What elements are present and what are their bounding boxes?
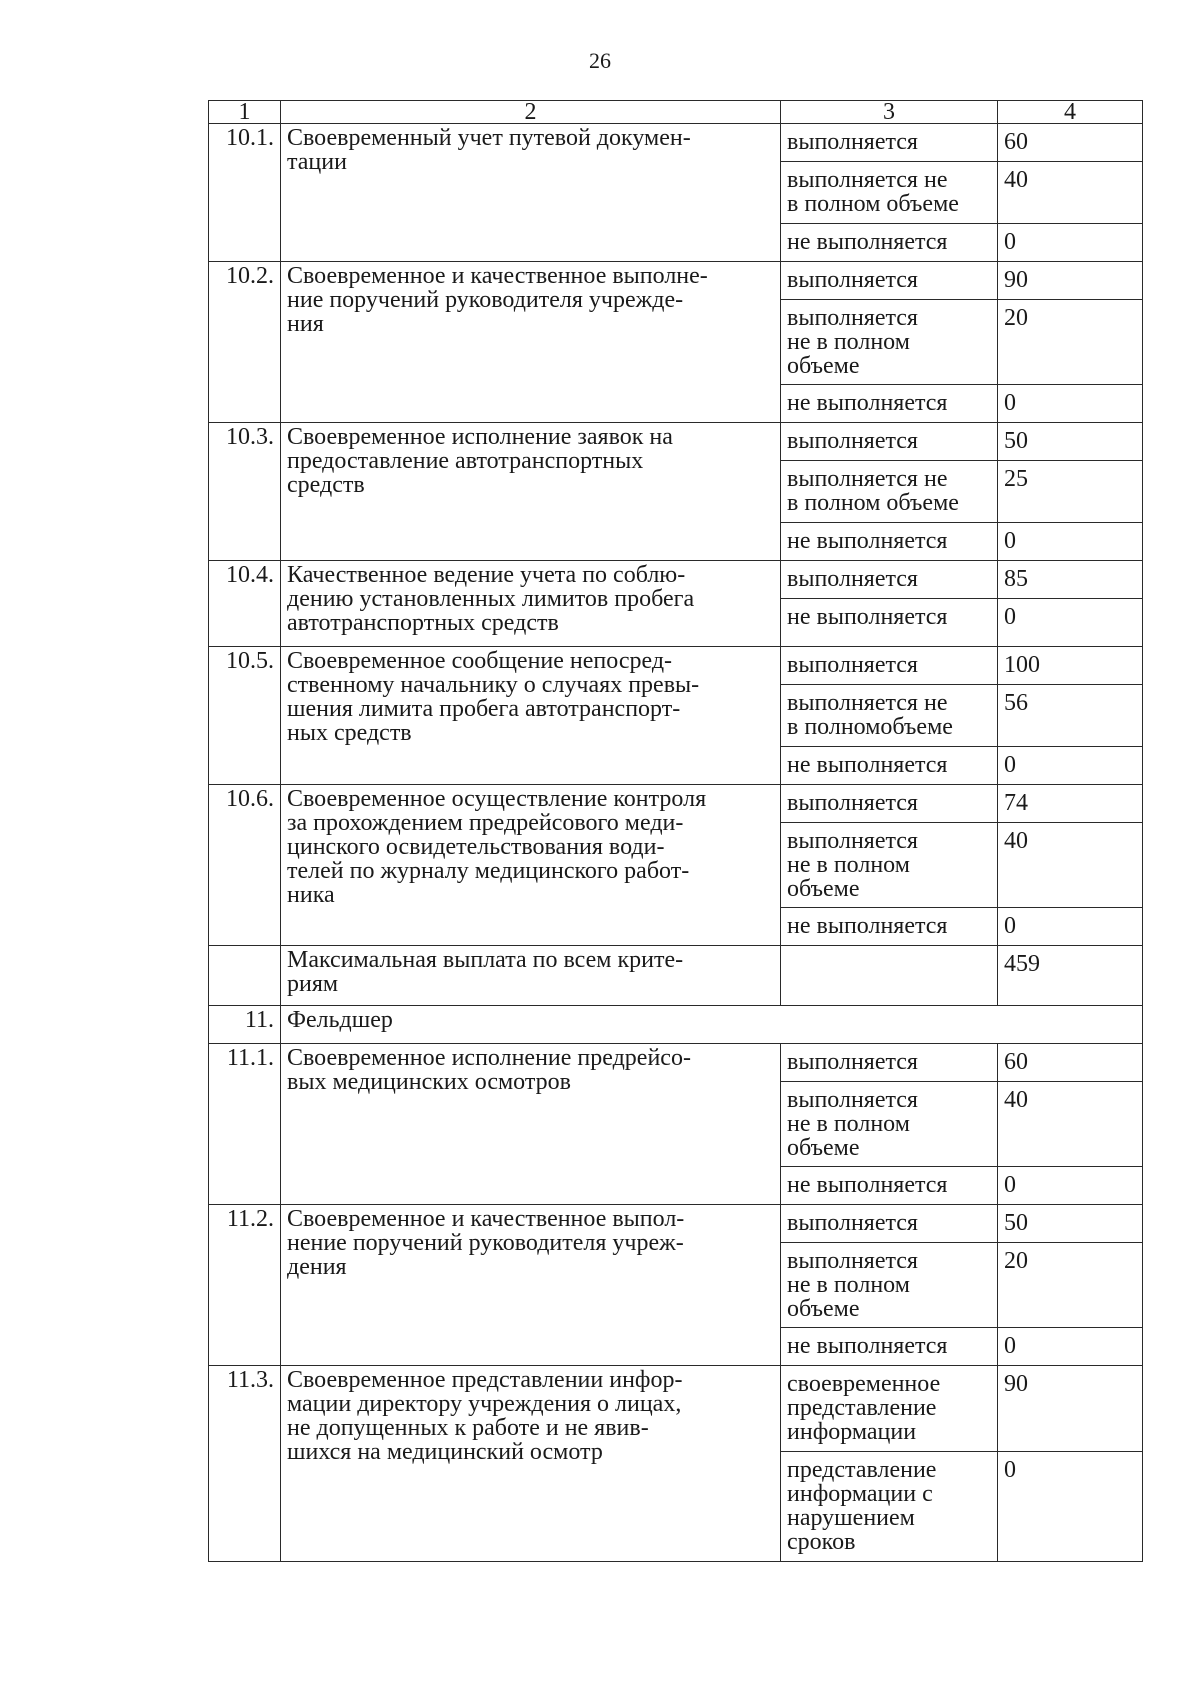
criterion-row [209,1044,1143,1082]
score-cell: 100 [998,647,1143,685]
status-cell: выполняется [781,423,998,461]
section-number: 11. [209,1006,281,1044]
status-cell: не выполняется [781,1328,998,1366]
score-cell: 0 [998,1452,1143,1562]
page-number: 26 [589,48,611,73]
status-cell: не выполняется [781,599,998,647]
status-cell [781,946,998,1006]
score-cell: 0 [998,599,1143,647]
score-cell: 0 [998,385,1143,423]
status-cell: не выполняется [781,1167,998,1205]
status-cell: не выполняется [781,908,998,946]
criterion-number: 10.2. [209,262,281,423]
criterion-row [209,1366,1143,1452]
status-cell: представление информации с нарушением сроков [781,1452,998,1562]
criterion-number: 11.3. [209,1366,281,1562]
header-col-3: 3 [781,101,998,124]
criterion-text: Своевременное и качественное выполне- ние поручений руководителя учрежде- ния [281,262,781,423]
score-cell: 50 [998,423,1143,461]
score-cell: 0 [998,1328,1143,1366]
criterion-number: 10.5. [209,647,281,785]
section-title: Фельдшер [281,1006,1143,1044]
status-cell: выполняется [781,561,998,599]
score-cell: 0 [998,747,1143,785]
criterion-number: 10.3. [209,423,281,561]
status-cell: выполняется не в полномобъеме [781,685,998,747]
criterion-row [209,124,1143,162]
score-cell: 74 [998,785,1143,823]
header-row [209,101,1143,124]
score-cell: 40 [998,162,1143,224]
score-cell: 20 [998,1243,1143,1328]
criterion-text: Своевременное исполнение предрейсо- вых медицинских осмотров [281,1044,781,1205]
criterion-row [209,785,1143,823]
score-cell: 0 [998,523,1143,561]
section-title-row [209,1006,1143,1044]
score-cell: 459 [998,946,1143,1006]
status-cell: выполняется [781,647,998,685]
status-cell: выполняется не в полном объеме [781,823,998,908]
criterion-number [209,946,281,1006]
criterion-row [209,1205,1143,1243]
header-col-1: 1 [209,101,281,124]
criterion-number: 10.4. [209,561,281,647]
score-cell: 85 [998,561,1143,599]
criteria-table [208,100,1143,1562]
score-cell: 40 [998,1082,1143,1167]
score-cell: 60 [998,124,1143,162]
criterion-text: Качественное ведение учета по соблю- дению установленных лимитов пробега автотранспортных средств [281,561,781,647]
criterion-text: Максимальная выплата по всем крите- риям [281,946,781,1006]
score-cell: 56 [998,685,1143,747]
criterion-number: 10.6. [209,785,281,946]
status-cell: выполняется не в полном объеме [781,1082,998,1167]
score-cell: 60 [998,1044,1143,1082]
criterion-number: 11.1. [209,1044,281,1205]
status-cell: выполняется не в полном объеме [781,300,998,385]
score-cell: 90 [998,1366,1143,1452]
status-cell: своевременное представление информации [781,1366,998,1452]
criterion-text: Своевременное сообщение непосред- ственному начальнику о случаях превы- шения лимита пробега автотранспорт- ных средств [281,647,781,785]
criterion-text: Своевременное исполнение заявок на предоставление автотранспортных средств [281,423,781,561]
score-cell: 0 [998,224,1143,262]
criterion-row [209,647,1143,685]
criterion-text: Своевременное и качественное выпол- нение поручений руководителя учреж- дения [281,1205,781,1366]
status-cell: выполняется [781,1044,998,1082]
score-cell: 0 [998,908,1143,946]
score-cell: 0 [998,1167,1143,1205]
criterion-text: Своевременный учет путевой докумен- тации [281,124,781,262]
status-cell: выполняется [781,1205,998,1243]
header-col-2: 2 [281,101,781,124]
score-cell: 40 [998,823,1143,908]
status-cell: выполняется [781,262,998,300]
status-cell: выполняется [781,124,998,162]
status-cell: не выполняется [781,747,998,785]
status-cell: не выполняется [781,224,998,262]
score-cell: 90 [998,262,1143,300]
status-cell: выполняется не в полном объеме [781,162,998,224]
criterion-row [209,423,1143,461]
status-cell: не выполняется [781,523,998,561]
criterion-row [209,561,1143,599]
header-col-4: 4 [998,101,1143,124]
criterion-text: Своевременное осуществление контроля за прохождением предрейсового меди- цинского освидетельствования води- телей по журналу медицинского работ- ника [281,785,781,946]
score-cell: 25 [998,461,1143,523]
status-cell: не выполняется [781,385,998,423]
criterion-text: Своевременное представлении инфор- мации директору учреждения о лицах, не допущенных к работе и не явив- шихся на медицинский осмотр [281,1366,781,1562]
status-cell: выполняется не в полном объеме [781,1243,998,1328]
status-cell: выполняется не в полном объеме [781,461,998,523]
score-cell: 20 [998,300,1143,385]
criterion-number: 10.1. [209,124,281,262]
criterion-row [209,946,1143,1006]
score-cell: 50 [998,1205,1143,1243]
criterion-number: 11.2. [209,1205,281,1366]
criterion-row [209,262,1143,300]
status-cell: выполняется [781,785,998,823]
